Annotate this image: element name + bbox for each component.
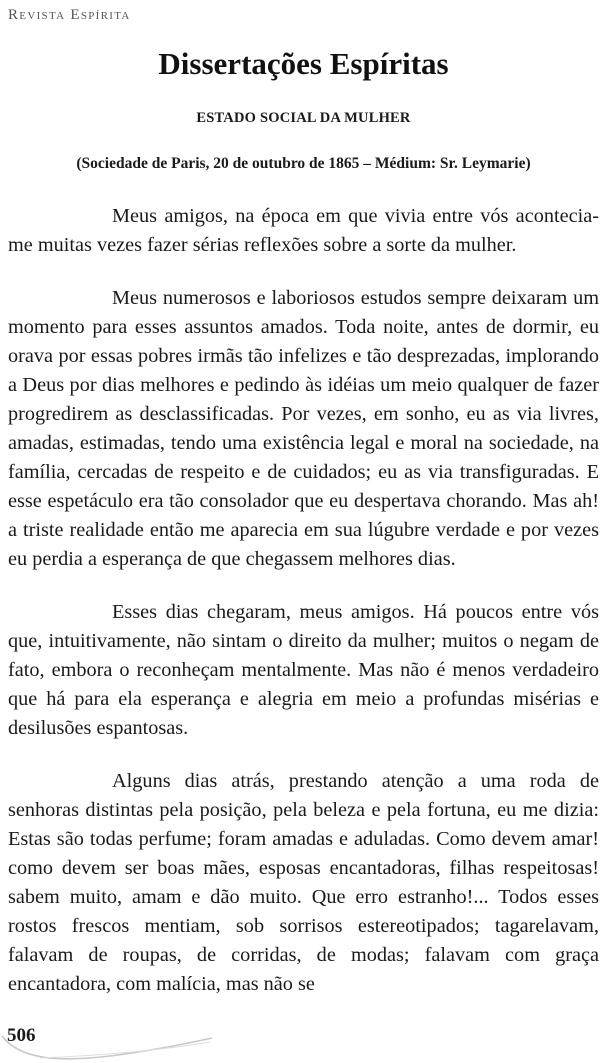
- session-info: (Sociedade de Paris, 20 de outubro de 1865 – Médium: Sr. Leymarie): [76, 155, 531, 172]
- paragraph-2: Meus numerosos e laboriosos estudos sempre deixaram um momento para esses assuntos amados. Toda noite, antes de dormir, eu orava por essas pobres irmãs tão infelizes e tão desprezadas, implorando a Deus por dias melhores e pedindo às idéias um meio qualquer de fazer progredirem as desclassificadas. Por vezes, em sonho, eu as via livres, amadas, estimadas, tendo uma existência legal e moral na sociedade, na família, cercadas de respeito e de cuidados; eu as via transfiguradas. E esse espetáculo era tão consolador que eu despertava chorando. Mas ah! a triste realidade então me aparecia em sua lúgubre verdade e por vezes eu perdia a esperança de que chegassem melhores dias.: [8, 287, 599, 570]
- page-number: 506: [7, 1025, 36, 1046]
- article-subtitle: ESTADO SOCIAL DA MULHER: [196, 110, 411, 126]
- article-title: Dissertações Espíritas: [158, 46, 449, 81]
- paragraph-3: Esses dias chegaram, meus amigos. Há poucos entre vós que, intuitivamente, não sintam o direito da mulher; muitos o negam de fato, embora o reconheçam mentalmente. Mas não é menos verdadeiro que há para ela esperança e alegria em meio a profundas misérias e desilusões espantosas.: [8, 601, 599, 739]
- running-head: Revista Espírita: [8, 7, 131, 23]
- paragraph-1: Meus amigos, na época em que vivia entre vós acontecia-me muitas vezes fazer sérias reflexões sobre a sorte da mulher.: [8, 205, 599, 256]
- paragraph-4: Alguns dias atrás, prestando atenção a uma roda de senhoras distintas pela posição, pela beleza e pela fortuna, eu me dizia: Estas são todas perfume; foram amadas e aduladas. Como devem amar! como devem ser boas mães, esposas encantadoras, filhas respeitosas! sabem muito, amam e dão muito. Que erro estranho!... Todos esses rostos frescos mentiam, sob sorrisos estereotipados; tagarelavam, falavam de roupas, de corridas, de modas; falavam com graça encantadora, com malícia, mas não se: [8, 770, 599, 995]
- body-text: [8, 202, 599, 1023]
